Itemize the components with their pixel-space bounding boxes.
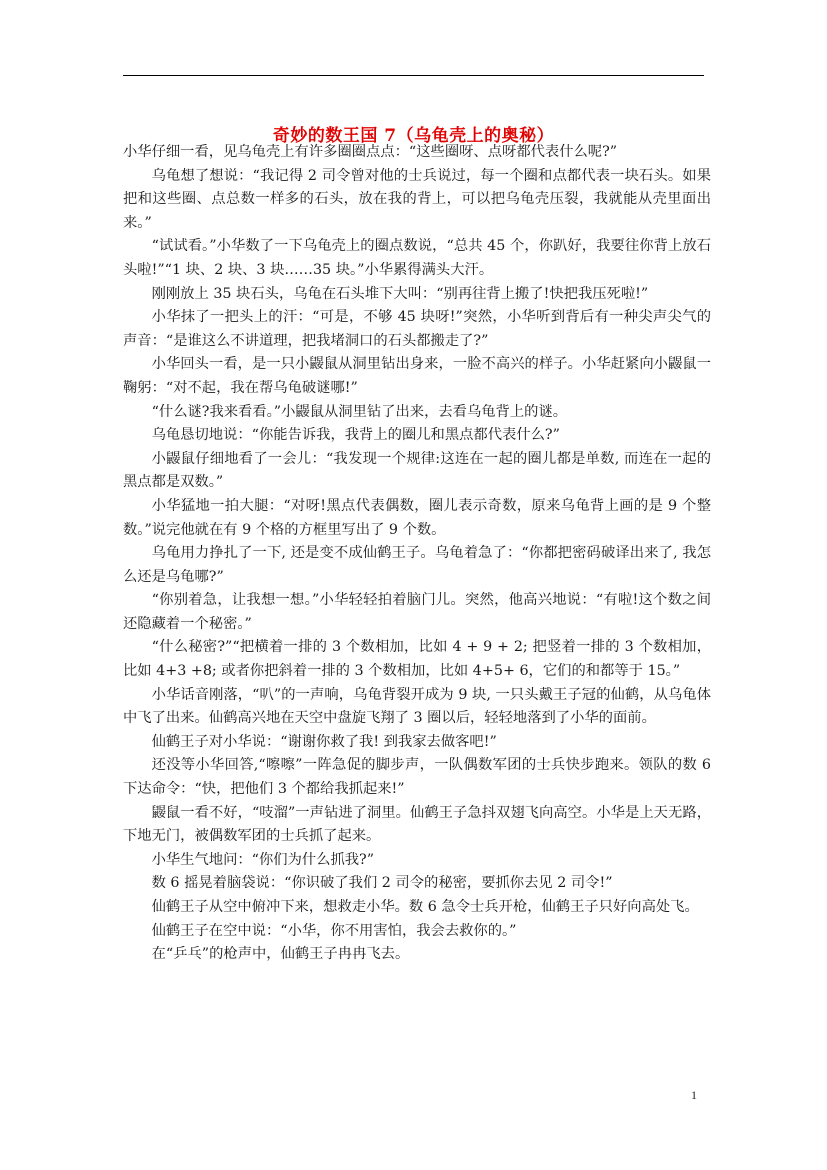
paragraph: “试试看。”小华数了一下乌龟壳上的圈点数说，“总共 45 个，你趴好，我要往你背上放石头啦!”“1 块、2 块、3 块……35 块。”小华累得满头大汗。: [123, 238, 711, 278]
paragraph: 还没等小华回答,“嚓嚓”一阵急促的脚步声，一队偶数军团的士兵快步跑来。领队的数 6 下达命令：“快，把他们 3 个都给我抓起来!”: [123, 757, 711, 798]
document-title: 奇妙的数王国 7（乌龟壳上的奥秘）: [272, 126, 555, 147]
paragraph: 乌龟用力挣扎了一下, 还是变不成仙鹤王子。乌龟着急了：“你都把密码破译出来了, 我怎么还是乌龟哪?”: [123, 545, 711, 585]
document-body: [123, 141, 711, 967]
header-rule: [123, 75, 704, 76]
paragraph: 数 6 摇晃着脑袋说：“你识破了我们 2 司令的秘密，要抓你去见 2 司令!”: [151, 875, 613, 892]
paragraph: 乌龟想了想说：“我记得 2 司令曾对他的士兵说过，每一个圈和点都代表一块石头。如果把和这些圈、点总数一样多的石头，放在我的背上，可以把乌龟壳压裂，我就能从壳里面出来。”: [123, 167, 711, 231]
paragraph: 仙鹤王子在空中说：“小华，你不用害怕，我会去救你的。”: [151, 922, 517, 939]
paragraph: 小鼹鼠仔细地看了一会儿：“我发现一个规律:这连在一起的圈儿都是单数, 而连在一起的黑点都是双数。”: [123, 450, 711, 491]
paragraph: 小华仔细一看，见乌龟壳上有许多圈圈点点：“这些圈呀、点呀都代表什么呢?”: [123, 144, 618, 160]
paragraph: “什么谜?我来看看。”小鼹鼠从洞里钻了出来，去看乌龟背上的谜。: [151, 403, 568, 420]
paragraph: 小华抹了一把头上的汗：“可是，不够 45 块呀!”突然，小华听到背后有一种尖声尖气的声音：“是谁这么不讲道理，把我堵洞口的石头都搬走了?”: [123, 309, 711, 349]
paragraph: 乌龟恳切地说：“你能告诉我，我背上的圈儿和黑点都代表什么?”: [151, 427, 560, 444]
paragraph: 小华话音刚落，“叭”的一声响，乌龟背裂开成为 9 块, 一只头戴王子冠的仙鹤，从乌龟体中飞了出来。仙鹤高兴地在天空中盘旋飞翔了 3 圈以后，轻轻地落到了小华的面前。: [123, 686, 711, 727]
paragraph: 仙鹤王子从空中俯冲下来，想救走小华。数 6 急令士兵开枪，仙鹤王子只好向高处飞。: [151, 899, 699, 915]
paragraph: 鼹鼠一看不好，“吱溜”一声钻进了洞里。仙鹤王子急抖双翅飞向高空。小华是上天无路，下地无门，被偶数军团的士兵抓了起来。: [123, 804, 711, 845]
paragraph: 刚刚放上 35 块石头，乌龟在石头堆下大叫：“别再往背上搬了!快把我压死啦!”: [151, 285, 649, 302]
paragraph: 仙鹤王子对小华说：“谢谢你救了我! 到我家去做客吧!”: [151, 733, 497, 750]
page-number: 1: [691, 1088, 697, 1102]
paragraph: 小华回头一看，是一只小鼹鼠从洞里钻出身来，一脸不高兴的样子。小华赶紧向小鼹鼠一鞠躬：“对不起，我在帮乌龟破谜哪!”: [123, 356, 711, 396]
paragraph: 在“乒乓”的枪声中，仙鹤王子冉冉飞去。: [151, 946, 410, 963]
paragraph: “什么秘密?”“把横着一排的 3 个数相加，比如 4 + 9 + 2; 把竖着一排的 3 个数相加，比如 4+3 +8; 或者你把斜着一排的 3 个数相加，比如 4+5+ 6，它们的和都等于 15。”: [123, 639, 711, 680]
paragraph: 小华猛地一拍大腿：“对呀!黑点代表偶数，圈儿表示奇数，原来乌龟背上画的是 9 个整数。”说完他就在有 9 个格的方框里写出了 9 个数。: [123, 497, 711, 538]
paragraph: 小华生气地问：“你们为什么抓我?”: [151, 851, 375, 868]
paragraph: “你别着急，让我想一想。”小华轻轻拍着脑门儿。突然，他高兴地说：“有啦!这个数之间还隐藏着一个秘密。”: [123, 592, 711, 632]
